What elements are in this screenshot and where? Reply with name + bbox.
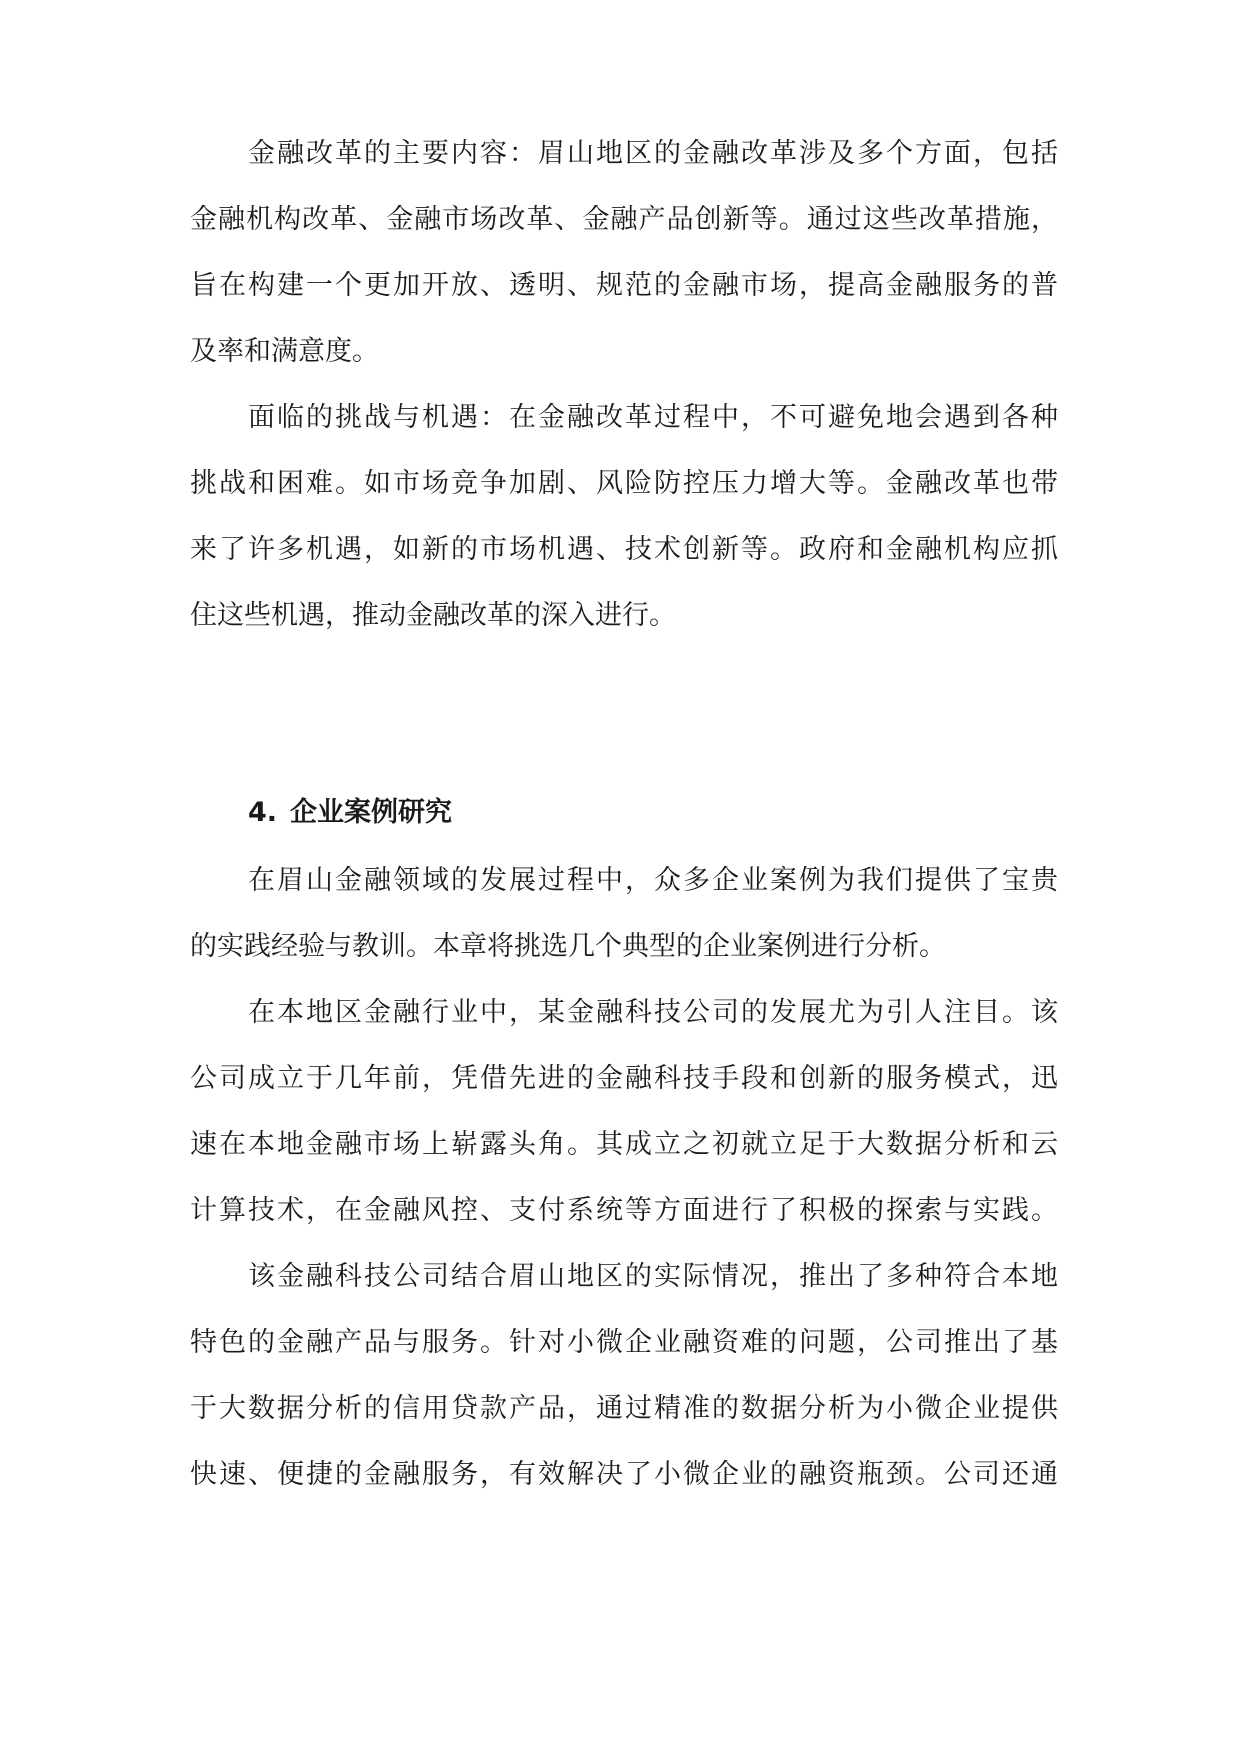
- text-line: 于大数据分析的信用贷款产品，通过精准的数据分析为小微企业提供: [190, 1393, 1058, 1424]
- text-line: 旨在构建一个更加开放、透明、规范的金融市场，提高金融服务的普: [190, 270, 1058, 301]
- text-line: 来了许多机遇，如新的市场机遇、技术创新等。政府和金融机构应抓: [190, 534, 1058, 565]
- paragraph-fintech-company: [190, 980, 1058, 1244]
- section-title: 企业案例研究: [290, 797, 452, 828]
- section-number: 4.: [248, 797, 278, 828]
- text-line: 金融改革的主要内容：眉山地区的金融改革涉及多个方面，包括: [248, 138, 1058, 169]
- text-line: 速在本地金融市场上崭露头角。其成立之初就立足于大数据分析和云: [190, 1129, 1058, 1160]
- text-line: 住这些机遇，推动金融改革的深入进行。: [190, 600, 676, 631]
- text-line: 快速、便捷的金融服务，有效解决了小微企业的融资瓶颈。公司还通: [190, 1459, 1058, 1490]
- text-line: 该金融科技公司结合眉山地区的实际情况，推出了多种符合本地: [248, 1261, 1058, 1292]
- text-line: 金融机构改革、金融市场改革、金融产品创新等。通过这些改革措施，: [190, 204, 1058, 235]
- paragraph-challenges-opportunities: [190, 385, 1058, 649]
- text-line: 在本地区金融行业中，某金融科技公司的发展尤为引人注目。该: [248, 997, 1058, 1028]
- paragraph-fintech-products: [190, 1244, 1058, 1508]
- text-line: 特色的金融产品与服务。针对小微企业融资难的问题，公司推出了基: [190, 1327, 1058, 1358]
- section-heading: [248, 780, 452, 846]
- text-line: 计算技术，在金融风控、支付系统等方面进行了积极的探索与实践。: [190, 1195, 1058, 1226]
- paragraph-case-intro: [190, 848, 1058, 980]
- text-line: 的实践经验与教训。本章将挑选几个典型的企业案例进行分析。: [190, 931, 946, 962]
- paragraph-financial-reform-content: [190, 121, 1058, 385]
- text-line: 公司成立于几年前，凭借先进的金融科技手段和创新的服务模式，迅: [190, 1063, 1058, 1094]
- text-line: 在眉山金融领域的发展过程中，众多企业案例为我们提供了宝贵: [248, 865, 1058, 896]
- text-line: 面临的挑战与机遇：在金融改革过程中，不可避免地会遇到各种: [248, 402, 1058, 433]
- text-line: 挑战和困难。如市场竞争加剧、风险防控压力增大等。金融改革也带: [190, 468, 1058, 499]
- text-line: 及率和满意度。: [190, 336, 379, 367]
